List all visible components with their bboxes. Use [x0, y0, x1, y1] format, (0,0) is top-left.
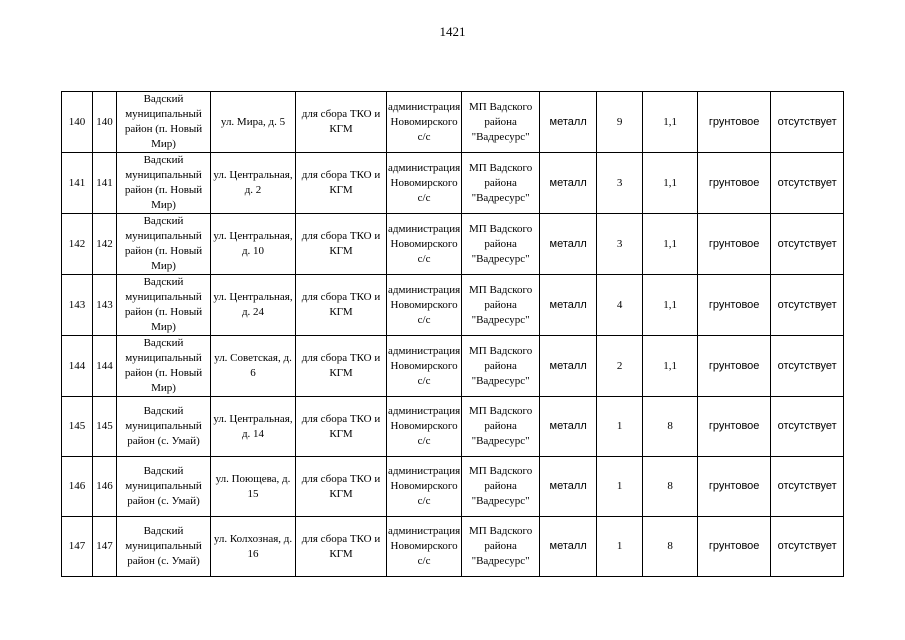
cell-surface: грунтовое — [698, 214, 771, 275]
cell-row-number: 142 — [62, 214, 93, 275]
cell-address: ул. Мира, д. 5 — [211, 92, 296, 153]
cell-row-number: 140 — [62, 92, 93, 153]
cell-address: ул. Центральная, д. 10 — [211, 214, 296, 275]
cell-container-count: 4 — [597, 275, 643, 336]
cell-operator: МП Вадского района "Вадресурс" — [462, 517, 540, 577]
cell-surface: грунтовое — [698, 336, 771, 397]
cell-container-volume: 8 — [643, 397, 698, 457]
cell-operator: МП Вадского района "Вадресурс" — [462, 275, 540, 336]
cell-district: Вадский муниципальный район (п. Новый Мир) — [117, 275, 211, 336]
cell-material: металл — [540, 92, 597, 153]
table-row — [62, 336, 844, 397]
cell-fence: отсутствует — [771, 336, 844, 397]
cell-material: металл — [540, 517, 597, 577]
cell-site-id: 143 — [93, 275, 117, 336]
cell-surface: грунтовое — [698, 153, 771, 214]
cell-row-number: 146 — [62, 457, 93, 517]
table-row — [62, 457, 844, 517]
cell-material: металл — [540, 153, 597, 214]
table-row — [62, 214, 844, 275]
cell-surface: грунтовое — [698, 275, 771, 336]
cell-owner: администрация Новомирского с/с — [387, 457, 462, 517]
cell-container-count: 1 — [597, 517, 643, 577]
cell-container-count: 3 — [597, 214, 643, 275]
cell-purpose: для сбора ТКО и КГМ — [296, 92, 387, 153]
cell-container-volume: 1,1 — [643, 336, 698, 397]
cell-owner: администрация Новомирского с/с — [387, 92, 462, 153]
cell-site-id: 144 — [93, 336, 117, 397]
cell-material: металл — [540, 336, 597, 397]
cell-operator: МП Вадского района "Вадресурс" — [462, 153, 540, 214]
cell-operator: МП Вадского района "Вадресурс" — [462, 336, 540, 397]
cell-address: ул. Центральная, д. 2 — [211, 153, 296, 214]
cell-surface: грунтовое — [698, 457, 771, 517]
registry-table — [61, 91, 844, 577]
cell-container-volume: 1,1 — [643, 275, 698, 336]
cell-material: металл — [540, 275, 597, 336]
cell-owner: администрация Новомирского с/с — [387, 397, 462, 457]
cell-address: ул. Колхозная, д. 16 — [211, 517, 296, 577]
cell-district: Вадский муниципальный район (п. Новый Мир) — [117, 336, 211, 397]
cell-row-number: 141 — [62, 153, 93, 214]
cell-row-number: 145 — [62, 397, 93, 457]
cell-fence: отсутствует — [771, 517, 844, 577]
cell-district: Вадский муниципальный район (с. Умай) — [117, 517, 211, 577]
cell-row-number: 144 — [62, 336, 93, 397]
cell-fence: отсутствует — [771, 275, 844, 336]
cell-fence: отсутствует — [771, 397, 844, 457]
cell-purpose: для сбора ТКО и КГМ — [296, 153, 387, 214]
table-row — [62, 92, 844, 153]
cell-site-id: 140 — [93, 92, 117, 153]
page-number: 1421 — [439, 24, 466, 39]
table-row — [62, 275, 844, 336]
cell-container-count: 1 — [597, 457, 643, 517]
table-body — [62, 92, 844, 577]
cell-purpose: для сбора ТКО и КГМ — [296, 397, 387, 457]
cell-container-volume: 1,1 — [643, 92, 698, 153]
cell-surface: грунтовое — [698, 92, 771, 153]
cell-container-count: 9 — [597, 92, 643, 153]
cell-material: металл — [540, 214, 597, 275]
cell-purpose: для сбора ТКО и КГМ — [296, 214, 387, 275]
cell-site-id: 145 — [93, 397, 117, 457]
cell-owner: администрация Новомирского с/с — [387, 336, 462, 397]
cell-address: ул. Советская, д. 6 — [211, 336, 296, 397]
table-row — [62, 517, 844, 577]
cell-fence: отсутствует — [771, 457, 844, 517]
cell-owner: администрация Новомирского с/с — [387, 214, 462, 275]
cell-container-volume: 1,1 — [643, 153, 698, 214]
cell-district: Вадский муниципальный район (с. Умай) — [117, 457, 211, 517]
cell-fence: отсутствует — [771, 214, 844, 275]
cell-container-volume: 8 — [643, 457, 698, 517]
cell-address: ул. Поющева, д. 15 — [211, 457, 296, 517]
cell-surface: грунтовое — [698, 397, 771, 457]
cell-owner: администрация Новомирского с/с — [387, 275, 462, 336]
cell-purpose: для сбора ТКО и КГМ — [296, 336, 387, 397]
cell-row-number: 147 — [62, 517, 93, 577]
cell-purpose: для сбора ТКО и КГМ — [296, 457, 387, 517]
cell-purpose: для сбора ТКО и КГМ — [296, 275, 387, 336]
cell-surface: грунтовое — [698, 517, 771, 577]
cell-fence: отсутствует — [771, 153, 844, 214]
cell-material: металл — [540, 397, 597, 457]
cell-district: Вадский муниципальный район (п. Новый Мир) — [117, 214, 211, 275]
cell-container-volume: 8 — [643, 517, 698, 577]
cell-purpose: для сбора ТКО и КГМ — [296, 517, 387, 577]
cell-material: металл — [540, 457, 597, 517]
cell-district: Вадский муниципальный район (п. Новый Мир) — [117, 153, 211, 214]
table-row — [62, 397, 844, 457]
cell-container-count: 3 — [597, 153, 643, 214]
cell-district: Вадский муниципальный район (с. Умай) — [117, 397, 211, 457]
cell-site-id: 146 — [93, 457, 117, 517]
cell-operator: МП Вадского района "Вадресурс" — [462, 92, 540, 153]
cell-owner: администрация Новомирского с/с — [387, 517, 462, 577]
table-row — [62, 153, 844, 214]
cell-operator: МП Вадского района "Вадресурс" — [462, 214, 540, 275]
cell-operator: МП Вадского района "Вадресурс" — [462, 397, 540, 457]
cell-district: Вадский муниципальный район (п. Новый Мир) — [117, 92, 211, 153]
cell-container-volume: 1,1 — [643, 214, 698, 275]
cell-owner: администрация Новомирского с/с — [387, 153, 462, 214]
cell-address: ул. Центральная, д. 14 — [211, 397, 296, 457]
cell-site-id: 141 — [93, 153, 117, 214]
cell-container-count: 2 — [597, 336, 643, 397]
cell-address: ул. Центральная, д. 24 — [211, 275, 296, 336]
cell-fence: отсутствует — [771, 92, 844, 153]
cell-row-number: 143 — [62, 275, 93, 336]
cell-site-id: 142 — [93, 214, 117, 275]
cell-container-count: 1 — [597, 397, 643, 457]
cell-site-id: 147 — [93, 517, 117, 577]
cell-operator: МП Вадского района "Вадресурс" — [462, 457, 540, 517]
